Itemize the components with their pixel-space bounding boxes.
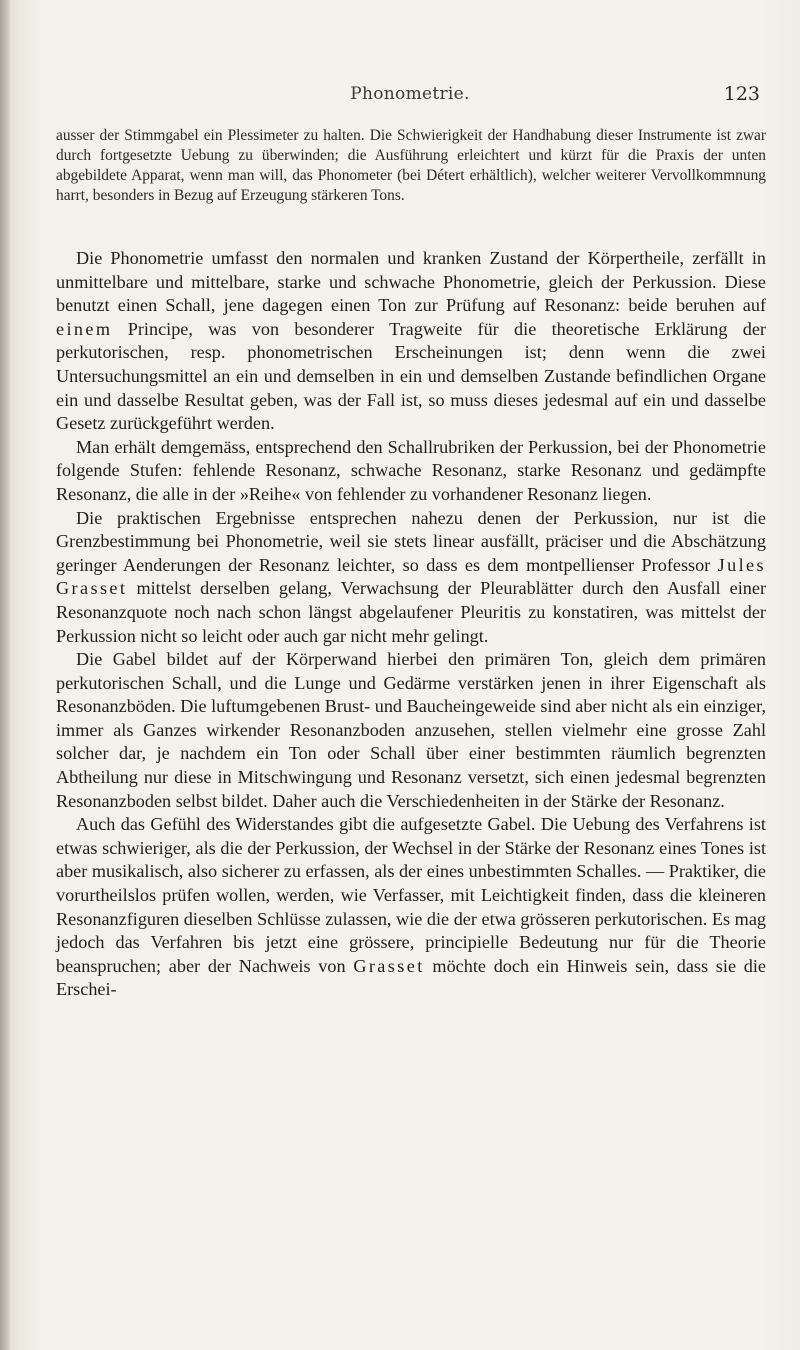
paragraph-5-text-a: Auch das Gefühl des Widerstandes gibt die aufgesetzte Gabel. Die Uebung des Verfahrens ist etwas schwieriger, als die der Perkussion, der Wechsel in der Stärke der Resonanz eines Tones ist aber musikalisch, also sicherer zu erfassen, als der eines unbestimmten Schalles. — Praktiker, die vorurtheilslos prüfen wollen, werden, wie Verfasser, mit Leichtigkeit finden, dass die kleineren Resonanzfiguren dieselben Schlüsse zulassen, wie die der etwa grösseren perkutorischen. Es mag jedoch das Verfahren bis jetzt eine grössere, principielle Bedeutung nur für die Theorie beanspruchen; aber der Nachweis von [56, 814, 766, 976]
page-binding-edge [0, 0, 10, 1350]
paragraph-3-text-b: mittelst derselben gelang, Verwachsung der Pleurablätter durch den Ausfall einer Resonanzquote noch nach schon längst abgelaufener Pleuritis zu konstatiren, was mittelst der Perkussion nicht so leicht oder auch gar nicht mehr gelingt. [56, 578, 766, 646]
paragraph-4: Die Gabel bildet auf der Körperwand hierbei den primären Ton, gleich dem primären perkutorischen Schall, und die Lunge und Gedärme verstärken jenen in ihrer Eigenschaft als Resonanzböden. Die luftumgebenen Brust- und Baucheingeweide sind aber nicht als ein einziger, immer als Ganzes wirkender Resonanzboden anzusehen, stellen vielmehr eine grosse Zahl solcher dar, je nachdem ein Ton oder Schall über einer bestimmten räumlich begrenzten Abtheilung nur diese in Mitschwingung und Resonanz versetzt, sich einen jedesmal begrenzten Resonanzboden selbst bildet. Daher auch die Verschiedenheiten in der Stärke der Resonanz. [56, 649, 766, 811]
paragraph-2: Man erhält demgemäss, entsprechend den Schallrubriken der Perkussion, bei der Phonometrie folgende Stufen: fehlende Resonanz, schwache Resonanz, starke Resonanz und gedämpfte Resonanz, die alle in der »Reihe« von fehlender zu vorhandener Resonanz liegen. [56, 436, 766, 504]
paragraph-1 [56, 247, 766, 436]
small-print-text: ausser der Stimmgabel ein Plessimeter zu halten. Die Schwierigkeit der Handhabung dieser Instrumente ist zwar durch fortgesetzte Uebung zu überwinden; die Ausführung erleichtert und kürzt für die Praxis der unten abgebildete Apparat, wenn man will, das Phonometer (bei Détert erhältlich), welcher weiterer Vervollkommnung harrt, besonders in Bezug auf Erzeugung stärkeren Tons. [56, 127, 766, 204]
paragraph-3-text-a: Die praktischen Ergebnisse entsprechen nahezu denen der Perkussion, nur ist die Grenzbestimmung bei Phonometrie, weil sie stets linear ausfällt, präciser und die Abschätzung geringer Aenderungen der Resonanz leichter, so dass es dem montpellienser Professor [56, 507, 766, 575]
paragraph-3-name: Jules Grasset [56, 554, 766, 599]
paragraph-5 [56, 813, 766, 1002]
paragraph-3 [56, 507, 766, 649]
paragraph-5-name: Grasset [353, 955, 425, 976]
small-print-paragraph [56, 126, 766, 206]
page-header [54, 84, 766, 114]
paragraph-1-text-a: Die Phonometrie umfasst den normalen und kranken Zustand der Körpertheile, zerfällt in unmittelbare und mittelbare, starke und schwache Phonometrie, gleich der Perkussion. Diese benutzt einen Schall, jene dagegen einen Ton zur Prüfung auf Resonanz: beide beruhen auf [56, 248, 766, 316]
main-text [56, 247, 766, 1002]
paragraph-1-text-b: Principe, was von besonderer Tragweite für die theoretische Erklärung der perkutorischen, resp. phonometrischen Erscheinungen ist; denn wenn die zwei Untersuchungsmittel an ein und demselben in ein und demselben Zustande befindlichen Organe ein und dasselbe Resultat geben, was der Fall ist, so muss dieses jedesmal auf ein und dasselbe Gesetz zurückgeführt werden. [56, 318, 766, 434]
page-number: 123 [723, 83, 760, 105]
running-title: Phonometrie. [350, 84, 470, 104]
paragraph-1-emphasis: einem [56, 318, 113, 339]
paragraph-5-text-b: möchte doch ein Hinweis sein, dass sie die Erschei- [56, 955, 766, 1000]
